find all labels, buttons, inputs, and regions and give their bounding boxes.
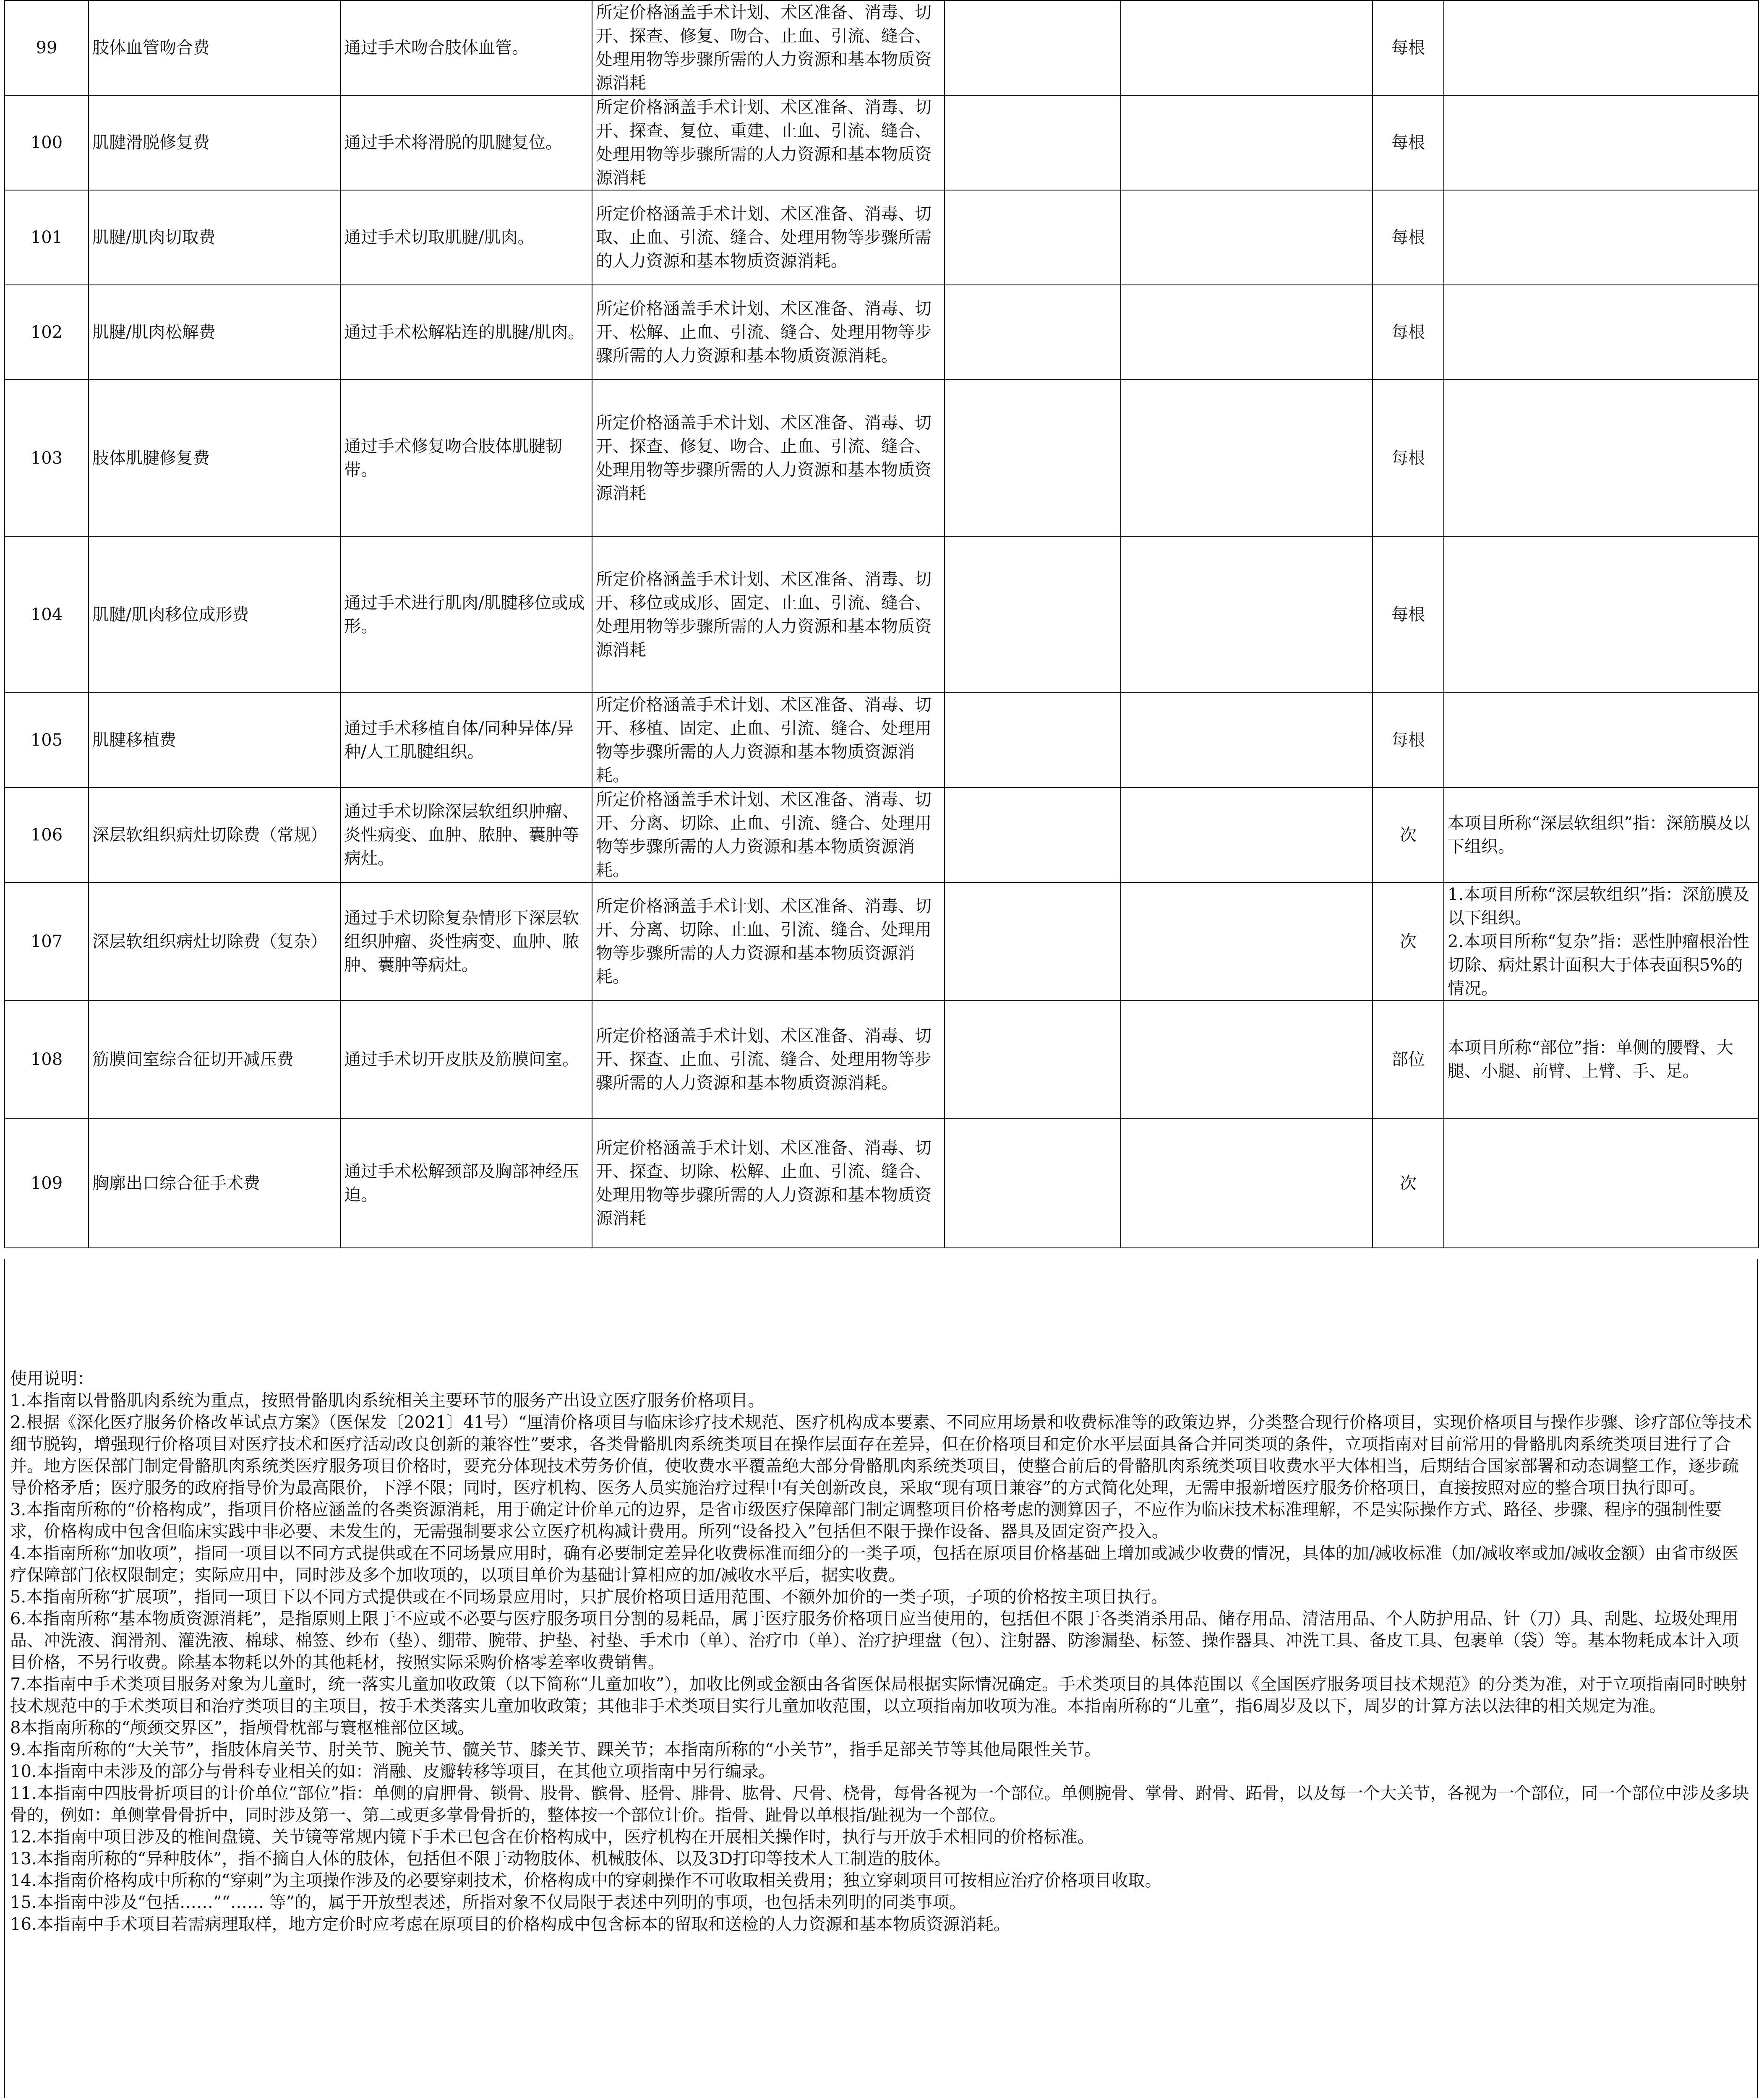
service-content: 通过手术松解粘连的肌腱/肌肉。 (340, 285, 592, 380)
empty-cell (1121, 95, 1373, 190)
notes-title: 使用说明： (10, 1369, 94, 1388)
service-content: 通过手术松解颈部及胸部神经压迫。 (340, 1118, 592, 1248)
service-content: 通过手术修复吻合肢体肌腱韧带。 (340, 380, 592, 536)
service-content: 通过手术切取肌腱/肌肉。 (340, 190, 592, 285)
empty-cell (945, 788, 1121, 882)
note-item: 9.本指南所称的“大关节”，指肢体肩关节、肘关节、腕关节、髋关节、膝关节、踝关节；本指南所称的“小关节”，指手足部关节等其他局限性关节。 (10, 1740, 1101, 1759)
service-content: 通过手术吻合肢体血管。 (340, 0, 592, 95)
price-composition: 所定价格涵盖手术计划、术区准备、消毒、切开、探查、复位、重建、止血、引流、缝合、处理用物等步骤所需的人力资源和基本物质资源消耗 (592, 95, 945, 190)
note-item: 10.本指南中未涉及的部分与骨科专业相关的如：消融、皮瓣转移等项目，在其他立项指南中另行编录。 (10, 1762, 775, 1781)
note-item: 8本指南所称的“颅颈交界区”，指颅骨枕部与寰枢椎部位区域。 (10, 1718, 475, 1738)
pricing-unit: 每根 (1373, 536, 1444, 693)
item-name: 肌腱/肌肉松解费 (89, 285, 340, 380)
empty-cell (1121, 788, 1373, 882)
price-composition: 所定价格涵盖手术计划、术区准备、消毒、切开、分离、切除、止血、引流、缝合、处理用物等步骤所需的人力资源和基本物质资源消耗。 (592, 788, 945, 882)
empty-cell (1121, 1118, 1373, 1248)
note-item: 7.本指南中手术类项目服务对象为儿童时，统一落实儿童加收政策（以下简称“儿童加收”），加收比例或金额由各省医保局根据实际情况确定。手术类项目的具体范围以《全国医疗服务项目技术规范》的分类为准，对于立项指南同时映射技术规范中的手术类项目和治疗类项目的主项目，按手术类落实儿童加收政策；其他非手术类项目实行儿童加收范围，以立项指南加收项为准。本指南所称的“儿童”，指6周岁及以下，周岁的计算方法以法律的相关规定为准。 (10, 1675, 1747, 1716)
empty-cell (945, 1001, 1121, 1118)
empty-cell (1121, 536, 1373, 693)
item-name: 肌腱滑脱修复费 (89, 95, 340, 190)
pricing-sheet (4, 0, 1758, 2098)
pricing-unit: 每根 (1373, 693, 1444, 788)
note-item: 6.本指南所称“基本物质资源消耗”，是指原则上限于不应或不必要与医疗服务项目分割的易耗品，属于医疗服务价格项目应当使用的，包括但不限于各类消杀用品、储存用品、清洁用品、个人防护用品、针（刀）具、刮匙、垃圾处理用品、冲洗液、润滑剂、灌洗液、棉球、棉签、纱布（垫）、绷带、腕带、护垫、衬垫、手术巾（单）、治疗巾（单）、治疗护理盘（包）、注射器、防渗漏垫、标签、操作器具、冲洗工具、备皮工具、包裹单（袋）等。基本物耗成本计入项目价格，不另行收费。除基本物耗以外的其他耗材，按照实际采购价格零差率收费销售。 (10, 1609, 1739, 1672)
table-row (5, 190, 1759, 285)
item-name: 深层软组织病灶切除费（复杂） (89, 882, 340, 1001)
item-note (1444, 536, 1759, 693)
empty-cell (945, 0, 1121, 95)
table-row (5, 693, 1759, 788)
item-number: 107 (5, 882, 89, 1001)
item-note (1444, 190, 1759, 285)
note-item: 14.本指南价格构成中所称的“穿刺”为主项操作涉及的必要穿刺技术，价格构成中的穿刺操作不可收取相关费用；独立穿刺项目可按相应治疗价格项目收取。 (10, 1871, 1162, 1890)
empty-cell (945, 190, 1121, 285)
price-composition: 所定价格涵盖手术计划、术区准备、消毒、切开、分离、切除、止血、引流、缝合、处理用物等步骤所需的人力资源和基本物质资源消耗。 (592, 882, 945, 1001)
pricing-unit: 次 (1373, 882, 1444, 1001)
price-composition: 所定价格涵盖手术计划、术区准备、消毒、切开、探查、修复、吻合、止血、引流、缝合、处理用物等步骤所需的人力资源和基本物质资源消耗 (592, 0, 945, 95)
item-name: 肌腱/肌肉切取费 (89, 190, 340, 285)
service-content: 通过手术将滑脱的肌腱复位。 (340, 95, 592, 190)
item-number: 99 (5, 0, 89, 95)
price-composition: 所定价格涵盖手术计划、术区准备、消毒、切开、探查、修复、吻合、止血、引流、缝合、处理用物等步骤所需的人力资源和基本物质资源消耗 (592, 380, 945, 536)
item-number: 106 (5, 788, 89, 882)
item-note (1444, 95, 1759, 190)
price-composition: 所定价格涵盖手术计划、术区准备、消毒、切开、探查、止血、引流、缝合、处理用物等步骤所需的人力资源和基本物质资源消耗。 (592, 1001, 945, 1118)
table-row (5, 0, 1759, 95)
empty-cell (1121, 190, 1373, 285)
usage-notes (4, 1259, 1758, 2098)
pricing-unit: 每根 (1373, 95, 1444, 190)
empty-cell (945, 882, 1121, 1001)
note-item: 4.本指南所称“加收项”，指同一项目以不同方式提供或在不同场景应用时，确有必要制定差异化收费标准而细分的一类子项，包括在原项目价格基础上增加或减少收费的情况，具体的加/减收标准（加/减收率或加/减收金额）由省市级医疗保障部门依权限制定；实际应用中，同时涉及多个加收项的，以项目单价为基础计算相应的加/减收水平后，据实收费。 (10, 1544, 1739, 1585)
service-content: 通过手术切除深层软组织肿瘤、炎性病变、血肿、脓肿、囊肿等病灶。 (340, 788, 592, 882)
empty-cell (945, 285, 1121, 380)
empty-cell (1121, 380, 1373, 536)
item-name: 肌腱/肌肉移位成形费 (89, 536, 340, 693)
table-row (5, 882, 1759, 1001)
empty-cell (1121, 882, 1373, 1001)
item-note (1444, 1118, 1759, 1248)
pricing-unit: 每根 (1373, 0, 1444, 95)
note-item: 13.本指南所称的“异种肢体”，指不摘自人体的肢体，包括但不限于动物肢体、机械肢体、以及3D打印等技术人工制造的肢体。 (10, 1849, 951, 1868)
table-row (5, 1001, 1759, 1118)
item-note: 1.本项目所称“深层软组织”指：深筋膜及以下组织。 2.本项目所称“复杂”指：恶性肿瘤根治性切除、病灶累计面积大于体表面积5%的情况。 (1444, 882, 1759, 1001)
table-row (5, 1118, 1759, 1248)
table-row (5, 285, 1759, 380)
note-item: 3.本指南所称的“价格构成”，指项目价格应涵盖的各类资源消耗，用于确定计价单元的边界，是省市级医疗保障部门制定调整项目价格考虑的测算因子，不应作为临床技术标准理解，不是实际操作方式、路径、步骤、程序的强制性要求，价格构成中包含但临床实践中非必要、未发生的，无需强制要求公立医疗机构减计费用。所列“设备投入”包括但不限于操作设备、器具及固定资产投入。 (10, 1500, 1722, 1541)
price-composition: 所定价格涵盖手术计划、术区准备、消毒、切开、探查、切除、松解、止血、引流、缝合、处理用物等步骤所需的人力资源和基本物质资源消耗 (592, 1118, 945, 1248)
empty-cell (945, 380, 1121, 536)
empty-cell (945, 1118, 1121, 1248)
item-name: 肢体血管吻合费 (89, 0, 340, 95)
item-note (1444, 693, 1759, 788)
empty-cell (1121, 693, 1373, 788)
note-item: 15.本指南中涉及“包括……”“…… 等”的，属于开放型表述，所指对象不仅局限于表述中列明的事项，也包括未列明的同类事项。 (10, 1893, 966, 1912)
note-item: 5.本指南所称“扩展项”，指同一项目下以不同方式提供或在不同场景应用时，只扩展价格项目适用范围、不额外加价的一类子项，子项的价格按主项目执行。 (10, 1587, 1168, 1607)
pricing-unit: 部位 (1373, 1001, 1444, 1118)
note-item: 11.本指南中四肢骨折项目的计价单位“部位”指：单侧的肩胛骨、锁骨、股骨、髌骨、胫骨、腓骨、肱骨、尺骨、桡骨，每骨各视为一个部位。单侧腕骨、掌骨、跗骨、跖骨，以及每一个大关节，各视为一个部位，同一个部位中涉及多块骨的，例如：单侧掌骨骨折中，同时涉及第一、第二或更多掌骨骨折的，整体按一个部位计价。指骨、趾骨以单根指/趾视为一个部位。 (10, 1784, 1749, 1825)
item-note: 本项目所称“深层软组织”指：深筋膜及以下组织。 (1444, 788, 1759, 882)
price-composition: 所定价格涵盖手术计划、术区准备、消毒、切开、移位或成形、固定、止血、引流、缝合、处理用物等步骤所需的人力资源和基本物质资源消耗 (592, 536, 945, 693)
note-item: 1.本指南以骨骼肌肉系统为重点，按照骨骼肌肉系统相关主要环节的服务产出设立医疗服务价格项目。 (10, 1391, 765, 1410)
item-number: 102 (5, 285, 89, 380)
note-item: 16.本指南中手术项目若需病理取样，地方定价时应考虑在原项目的价格构成中包含标本的留取和送检的人力资源和基本物质资源消耗。 (10, 1915, 1010, 1934)
service-content: 通过手术移植自体/同种异体/异种/人工肌腱组织。 (340, 693, 592, 788)
empty-cell (1121, 0, 1373, 95)
empty-cell (1121, 1001, 1373, 1118)
price-composition: 所定价格涵盖手术计划、术区准备、消毒、切取、止血、引流、缝合、处理用物等步骤所需的人力资源和基本物质资源消耗。 (592, 190, 945, 285)
item-number: 109 (5, 1118, 89, 1248)
pricing-unit: 每根 (1373, 190, 1444, 285)
table-body (5, 0, 1759, 1248)
pricing-table (4, 0, 1759, 1248)
pricing-unit: 次 (1373, 788, 1444, 882)
table-row (5, 95, 1759, 190)
empty-cell (945, 693, 1121, 788)
empty-cell (945, 536, 1121, 693)
table-row (5, 536, 1759, 693)
item-note: 本项目所称“部位”指：单侧的腰臀、大腿、小腿、前臂、上臂、手、足。 (1444, 1001, 1759, 1118)
price-composition: 所定价格涵盖手术计划、术区准备、消毒、切开、移植、固定、止血、引流、缝合、处理用物等步骤所需的人力资源和基本物质资源消耗。 (592, 693, 945, 788)
item-name: 肌腱移植费 (89, 693, 340, 788)
service-content: 通过手术切开皮肤及筋膜间室。 (340, 1001, 592, 1118)
pricing-unit: 每根 (1373, 380, 1444, 536)
table-row (5, 788, 1759, 882)
price-composition: 所定价格涵盖手术计划、术区准备、消毒、切开、松解、止血、引流、缝合、处理用物等步骤所需的人力资源和基本物质资源消耗。 (592, 285, 945, 380)
item-number: 101 (5, 190, 89, 285)
item-number: 100 (5, 95, 89, 190)
item-note (1444, 380, 1759, 536)
item-name: 深层软组织病灶切除费（常规） (89, 788, 340, 882)
service-content: 通过手术切除复杂情形下深层软组织肿瘤、炎性病变、血肿、脓肿、囊肿等病灶。 (340, 882, 592, 1001)
item-name: 肢体肌腱修复费 (89, 380, 340, 536)
empty-cell (945, 95, 1121, 190)
pricing-unit: 次 (1373, 1118, 1444, 1248)
item-name: 筋膜间室综合征切开减压费 (89, 1001, 340, 1118)
item-note (1444, 0, 1759, 95)
item-note (1444, 285, 1759, 380)
note-item: 2.根据《深化医疗服务价格改革试点方案》（医保发〔2021〕41号）“厘清价格项目与临床诊疗技术规范、医疗机构成本要素、不同应用场景和收费标准等的政策边界，分类整合现行价格项目，实现价格项目与操作步骤、诊疗部位等技术细节脱钩，增强现行价格项目对医疗技术和医疗活动改良创新的兼容性”要求，各类骨骼肌肉系统类项目在操作层面存在差异，但在价格项目和定价水平层面具备合并同类项的条件，立项指南对目前常用的骨骼肌肉系统类项目进行了合并。地方医保部门制定骨骼肌肉系统类医疗服务项目价格时，要充分体现技术劳务价值，使收费水平覆盖绝大部分骨骼肌肉系统类项目，使整合前后的骨骼肌肉系统类项目收费水平大体相当，后期结合国家部署和动态调整工作，逐步疏导价格矛盾；医疗服务的政府指导价为最高限价，下浮不限；同时，医疗机构、医务人员实施治疗过程中有关创新改良，采取“现有项目兼容”的方式简化处理，无需申报新增医疗服务价格项目，直接按照对应的整合项目执行即可。 (10, 1413, 1752, 1498)
table-row (5, 380, 1759, 536)
item-number: 105 (5, 693, 89, 788)
item-number: 103 (5, 380, 89, 536)
pricing-unit: 每根 (1373, 285, 1444, 380)
empty-cell (1121, 285, 1373, 380)
item-name: 胸廓出口综合征手术费 (89, 1118, 340, 1248)
item-number: 104 (5, 536, 89, 693)
notes-list (10, 1390, 1752, 1935)
note-item: 12.本指南中项目涉及的椎间盘镜、关节镜等常规内镜下手术已包含在价格构成中，医疗机构在开展相关操作时，执行与开放手术相同的价格标准。 (10, 1827, 1094, 1847)
service-content: 通过手术进行肌肉/肌腱移位或成形。 (340, 536, 592, 693)
item-number: 108 (5, 1001, 89, 1118)
